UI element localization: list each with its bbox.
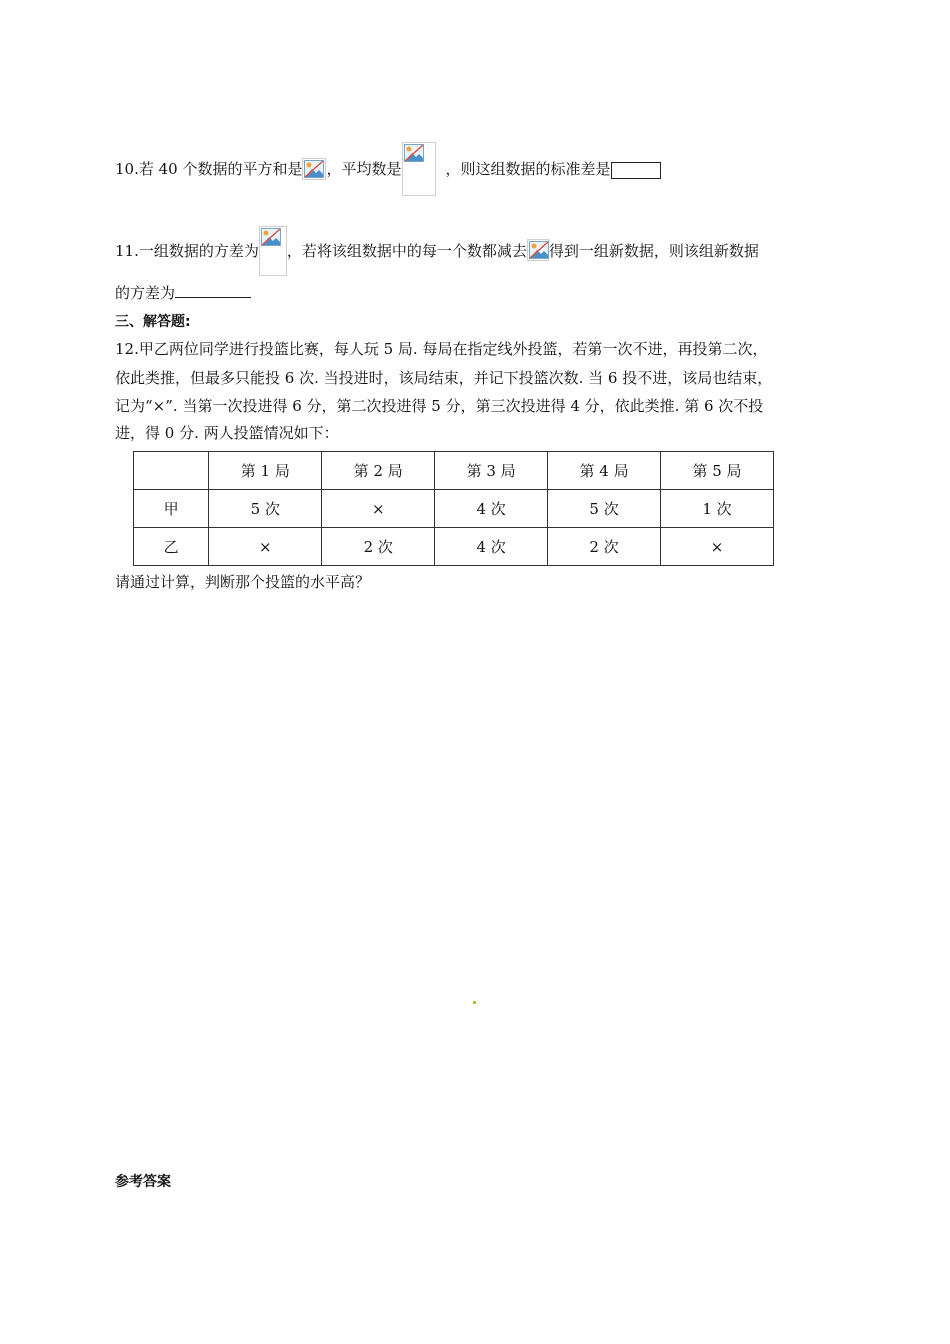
q12-line-2: 依此类推，但最多只能投 6 次. 当投进时，该局结束，并记下投篮次数. 当 6 投不进，该局也结束， bbox=[115, 369, 773, 387]
q11-text-2: ，若将该组数据中的每一个数都减去 bbox=[286, 242, 527, 260]
table-cell: 甲 bbox=[134, 490, 209, 528]
score-table bbox=[133, 451, 774, 566]
q12-line-3: 记为“×”. 当第一次投进得 6 分，第二次投进得 5 分，第三次投进得 4 分，依此类推. 第 6 次不投 bbox=[115, 397, 764, 415]
table-cell: 2 次 bbox=[548, 528, 661, 566]
stray-dot bbox=[473, 1001, 476, 1004]
question-11 bbox=[115, 226, 759, 276]
table-header-cell: 第 4 局 bbox=[548, 452, 661, 490]
table-cell: 1 次 bbox=[661, 490, 774, 528]
table-header-row bbox=[134, 452, 774, 490]
answer-blank bbox=[611, 162, 661, 179]
image-placeholder-icon bbox=[259, 226, 287, 276]
table-cell: 5 次 bbox=[548, 490, 661, 528]
table-header-cell: 第 5 局 bbox=[661, 452, 774, 490]
answers-title: 参考答案 bbox=[115, 1174, 171, 1190]
q11-text-4: 的方差为 bbox=[115, 284, 176, 302]
table-row bbox=[134, 528, 774, 566]
table-header-cell bbox=[134, 452, 209, 490]
q10-text-1: 10.若 40 个数据的平方和是 bbox=[115, 160, 303, 178]
question-11-cont bbox=[115, 281, 251, 303]
q10-text-3: ，则这组数据的标准差是 bbox=[445, 160, 611, 178]
table-cell: 5 次 bbox=[209, 490, 322, 528]
table-cell: 4 次 bbox=[435, 490, 548, 528]
image-placeholder-icon bbox=[402, 142, 436, 196]
table-cell: 2 次 bbox=[322, 528, 435, 566]
table-header-cell: 第 3 局 bbox=[435, 452, 548, 490]
table-cell: × bbox=[209, 528, 322, 566]
q12-line-1: 12.甲乙两位同学进行投篮比赛，每人玩 5 局. 每局在指定线外投篮，若第一次不进，再投第二次， bbox=[115, 340, 768, 358]
q12-line-4: 进，得 0 分. 两人投篮情况如下： bbox=[115, 424, 339, 442]
table-header-cell: 第 2 局 bbox=[322, 452, 435, 490]
table-cell: × bbox=[322, 490, 435, 528]
image-placeholder-icon bbox=[527, 239, 549, 261]
q10-text-2: ，平均数是 bbox=[326, 160, 402, 178]
q11-text-3: 得到一组新数据，则该组新数据 bbox=[548, 242, 759, 260]
table-row bbox=[134, 490, 774, 528]
q11-text-1: 11.一组数据的方差为 bbox=[115, 242, 259, 260]
table-cell: 乙 bbox=[134, 528, 209, 566]
table-cell: × bbox=[661, 528, 774, 566]
question-10 bbox=[115, 142, 661, 196]
answer-blank bbox=[175, 281, 251, 298]
table-cell: 4 次 bbox=[435, 528, 548, 566]
q12-question: 请通过计算，判断那个投篮的水平高？ bbox=[115, 573, 371, 591]
table-header-cell: 第 1 局 bbox=[209, 452, 322, 490]
section-title: 三、解答题: bbox=[115, 314, 191, 330]
image-placeholder-icon bbox=[302, 158, 326, 180]
